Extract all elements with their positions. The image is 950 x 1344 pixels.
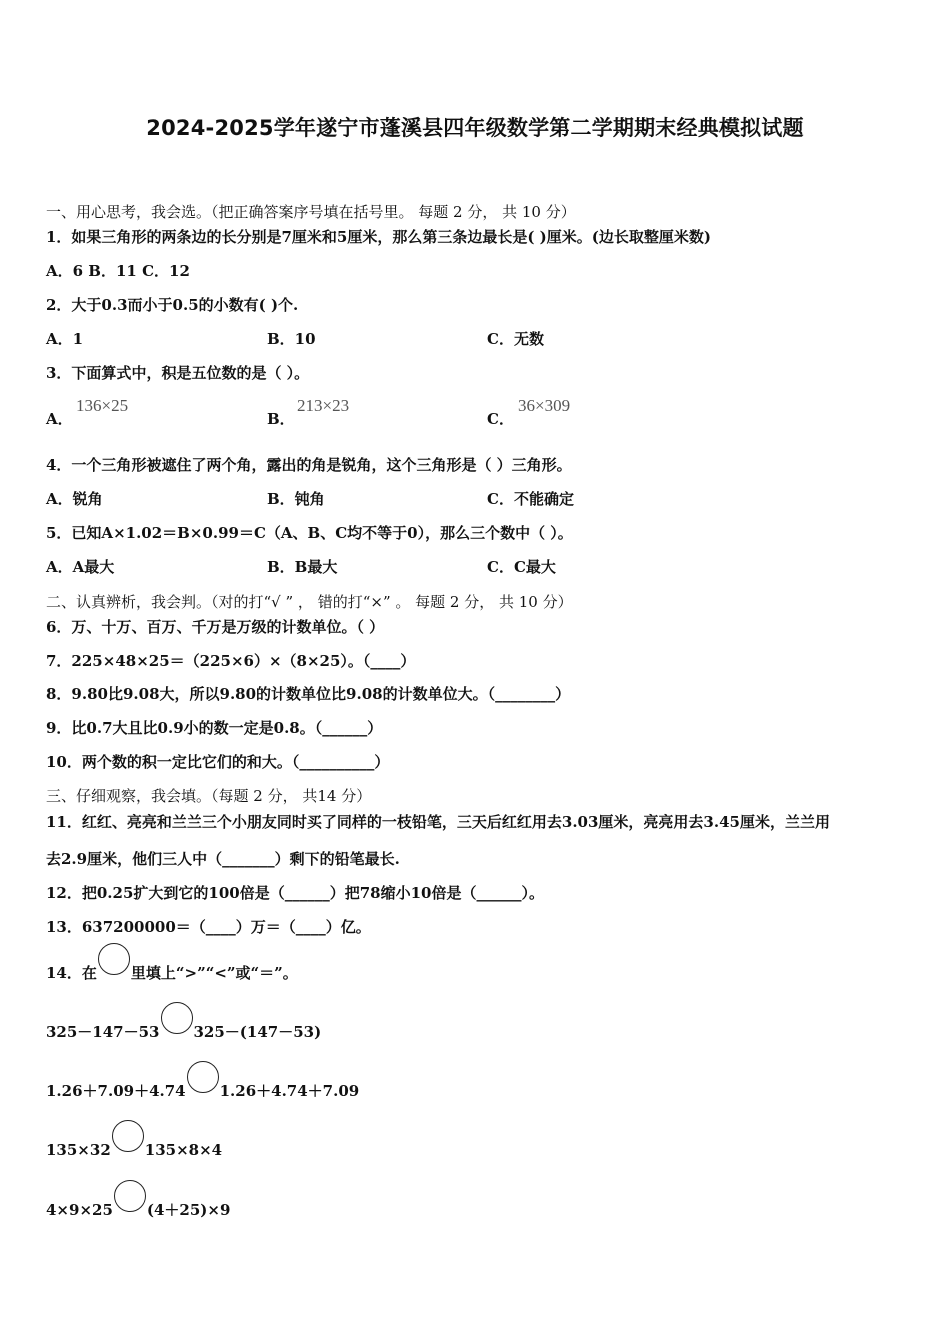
q3-option-c-expr: 36×309 — [518, 396, 571, 415]
q4-option-b: B．钝角 — [267, 490, 325, 508]
q2-option-a: A．1 — [46, 330, 84, 348]
compare-4-left: 4×9×25 — [46, 1201, 113, 1219]
q1-text: 1．如果三角形的两条边的长分别是7厘米和5厘米，那么第三条边最长是( )厘米。(边长取整厘米数) — [46, 228, 711, 246]
q4-option-c: C．不能确定 — [487, 490, 574, 508]
compare-2-circle-blank[interactable] — [187, 1061, 219, 1093]
q9-text: 9．比0.7大且比0.9小的数一定是0.8。（______） — [46, 719, 383, 737]
q14-text-prefix: 14．在 — [46, 964, 97, 982]
q4-option-a: A．锐角 — [46, 490, 103, 508]
compare-2-left: 1.26＋7.09＋4.74 — [46, 1082, 186, 1100]
compare-4-right: (4＋25)×9 — [146, 1201, 231, 1219]
q8-text: 8．9.80比9.08大，所以9.80的计数单位比9.08的计数单位大。（________） — [46, 685, 571, 703]
q2-option-b: B．10 — [267, 330, 316, 348]
q13-text: 13．637200000＝（____）万＝（____）亿。 — [46, 918, 371, 936]
q4-text: 4．一个三角形被遮住了两个角，露出的角是锐角，这个三角形是（ ）三角形。 — [46, 456, 572, 474]
q14-text — [46, 963, 298, 983]
compare-1-left: 325－147－53 — [46, 1023, 160, 1041]
q5-text: 5．已知A×1.02＝B×0.99＝C（A、B、C均不等于0），那么三个数中（ ）。 — [46, 524, 573, 542]
q11-text-line2: 去2.9厘米，他们三人中（_______）剩下的铅笔最长. — [46, 850, 400, 868]
compare-2-right: 1.26＋4.74＋7.09 — [219, 1082, 360, 1100]
q3-option-c-label: C． — [487, 410, 514, 428]
q3-text: 3．下面算式中，积是五位数的是（ ）。 — [46, 364, 310, 382]
compare-3-circle-blank[interactable] — [112, 1120, 144, 1152]
compare-1-right: 325－(147－53) — [193, 1023, 322, 1041]
compare-row-1 — [46, 1022, 321, 1042]
q2-option-c: C．无数 — [487, 330, 544, 348]
compare-row-2 — [46, 1081, 359, 1101]
compare-3-right: 135×8×4 — [144, 1141, 223, 1159]
q6-text: 6．万、十万、百万、千万是万级的计数单位。（ ） — [46, 618, 385, 636]
q3-option-b-label: B． — [267, 410, 295, 428]
q12-text: 12．把0.25扩大到它的100倍是（______）把78缩小10倍是（______）。 — [46, 884, 544, 902]
q3-option-a-expr: 136×25 — [76, 396, 129, 415]
q5-option-b: B．B最大 — [267, 558, 338, 576]
section1-heading: 一、用心思考，我会选。（把正确答案序号填在括号里。 每题 2 分， 共 10 分） — [46, 203, 576, 221]
compare-1-circle-blank[interactable] — [161, 1002, 193, 1034]
q3-option-a-label: A． — [46, 410, 73, 428]
q7-text: 7．225×48×25＝（225×6）×（8×25）。（____） — [46, 652, 416, 670]
compare-3-left: 135×32 — [46, 1141, 111, 1159]
q3-option-b-expr: 213×23 — [297, 396, 350, 415]
compare-4-circle-blank[interactable] — [114, 1180, 146, 1212]
q2-text: 2．大于0.3而小于0.5的小数有( )个. — [46, 296, 299, 314]
section3-heading: 三、仔细观察，我会填。（每题 2 分， 共14 分） — [46, 787, 372, 805]
q14-circle-icon — [98, 943, 130, 975]
compare-row-4 — [46, 1200, 230, 1220]
q5-option-c: C．C最大 — [487, 558, 556, 576]
q5-option-a: A．A最大 — [46, 558, 115, 576]
q10-text: 10．两个数的积一定比它们的和大。（__________） — [46, 753, 390, 771]
q14-text-suffix: 里填上“>”“<”或“＝”。 — [130, 964, 298, 982]
page-title: 2024-2025学年遂宁市蓬溪县四年级数学第二学期期末经典模拟试题 — [146, 116, 804, 140]
section2-heading: 二、认真辨析，我会判。（对的打“√ ” ， 错的打“×” 。 每题 2 分， 共 10 分） — [46, 593, 573, 611]
q11-text-line1: 11．红红、亮亮和兰兰三个小朋友同时买了同样的一枝铅笔，三天后红红用去3.03厘米，亮亮用去3.45厘米，兰兰用 — [46, 813, 830, 831]
compare-row-3 — [46, 1140, 222, 1160]
q1-options: A．6 B．11 C．12 — [46, 262, 190, 280]
